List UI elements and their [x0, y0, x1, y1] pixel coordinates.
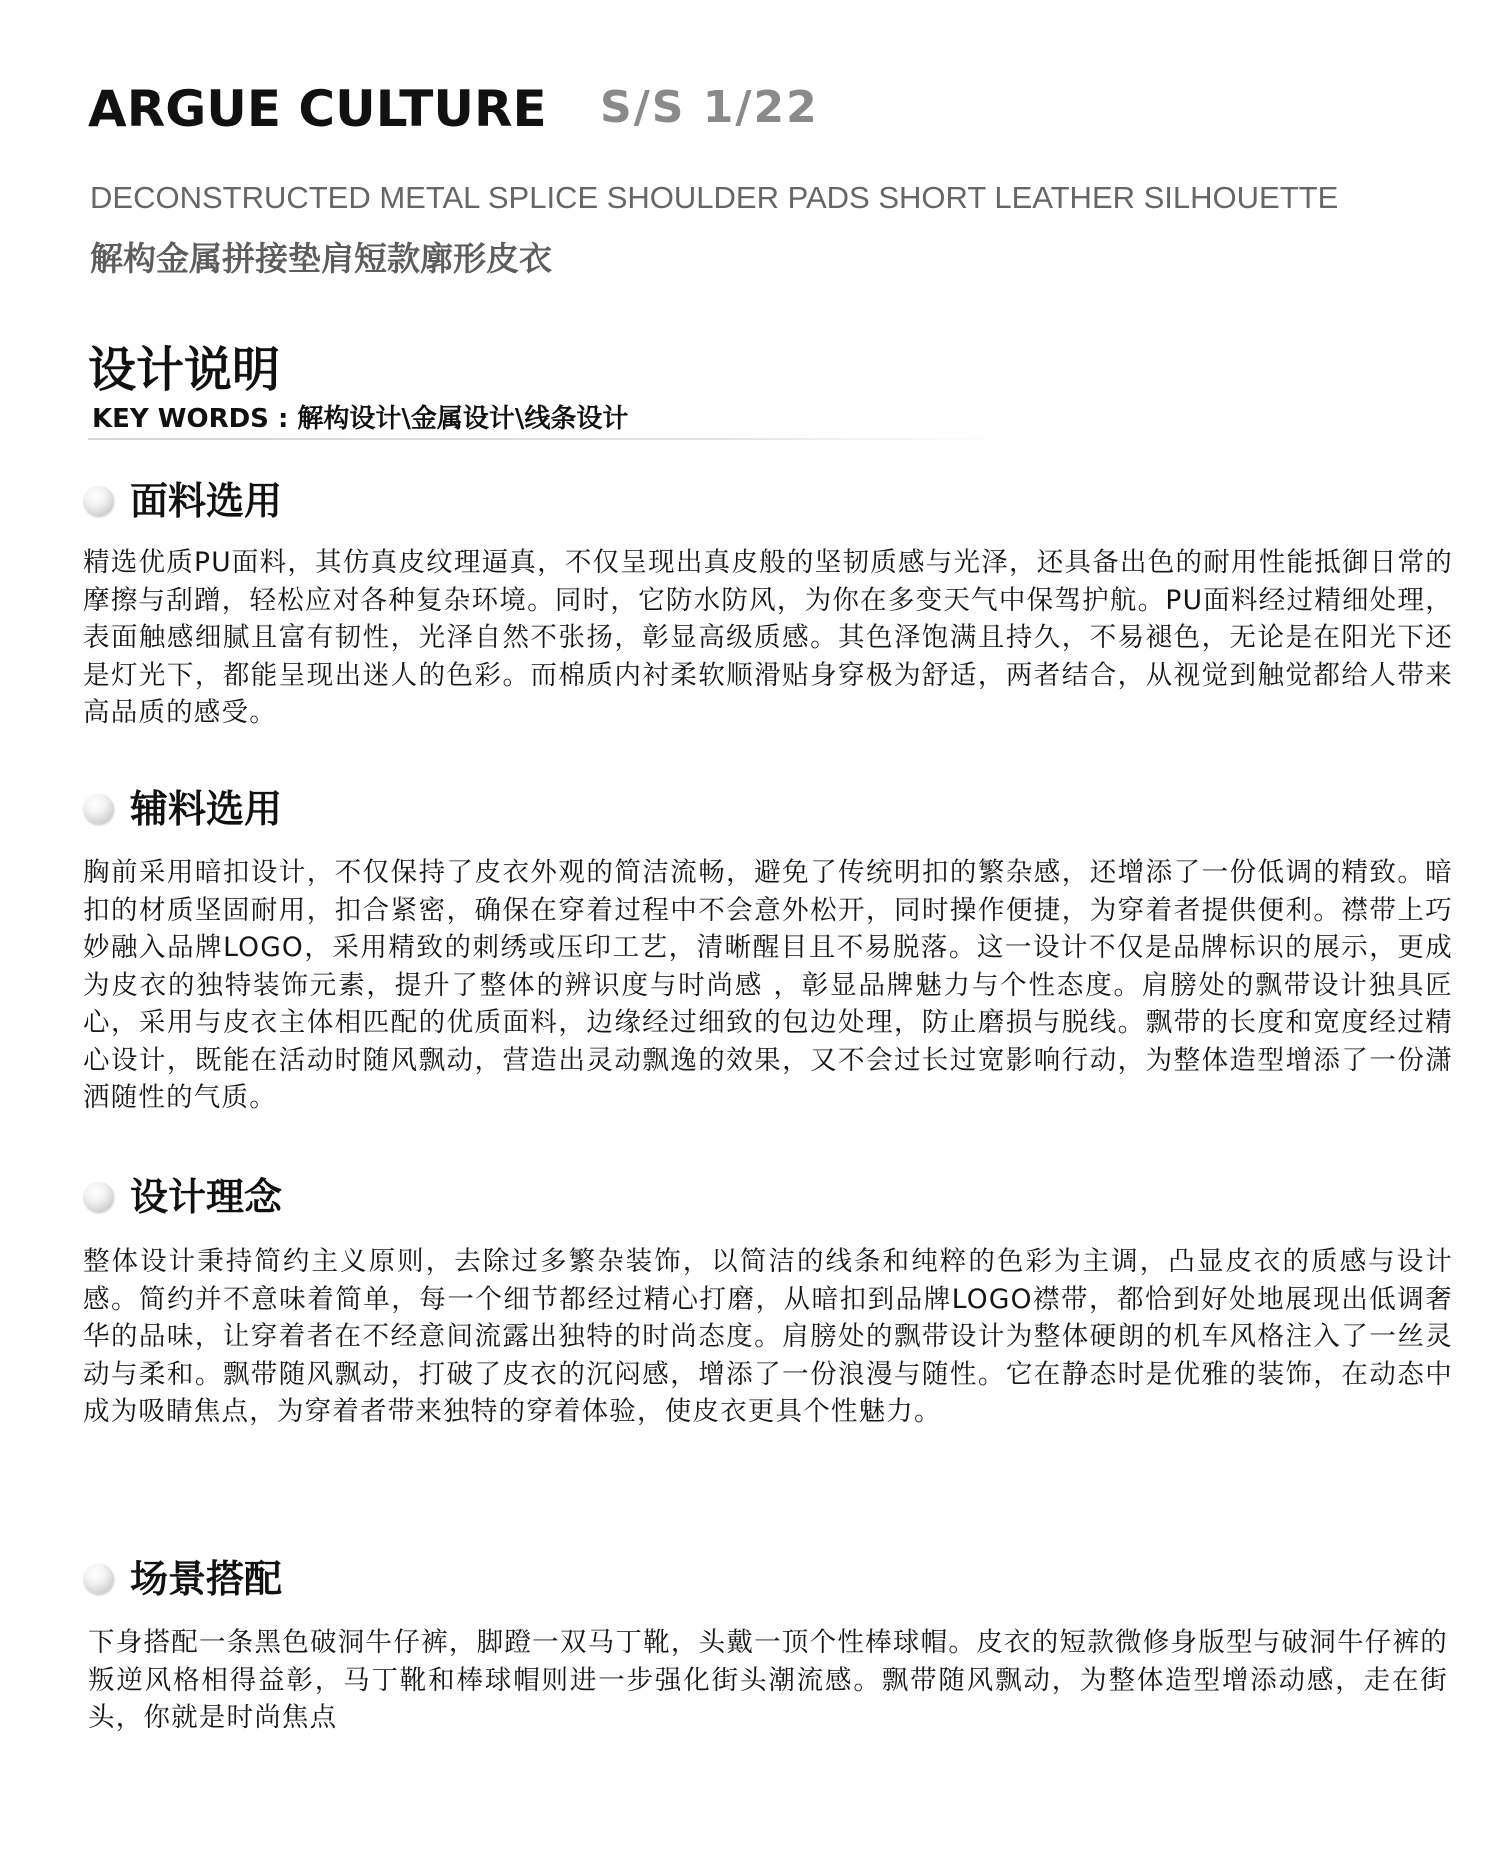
section-heading-concept	[84, 1172, 282, 1222]
section-title: 设计理念	[130, 1175, 283, 1219]
section-title: 场景搭配	[130, 1557, 283, 1601]
section-body-fabric: 精选优质PU面料，其仿真皮纹理逼真，不仅呈现出真皮般的坚韧质感与光泽，还具备出色的耐用性能抵御日常的摩擦与刮蹭，轻松应对各种复杂环境。同时，它防水防风，为你在多变天气中保驾护航。PU面料经过精细处理，表面触感细腻且富有韧性，光泽自然不张扬，彰显高级质感。其色泽饱满且持久，不易褪色，无论是在阳光下还是灯光下，都能呈现出迷人的色彩。而棉质内衬柔软顺滑贴身穿极为舒适，两者结合，从视觉到触觉都给人带来高品质的感受。	[83, 547, 1453, 728]
section-body-accessories: 胸前采用暗扣设计，不仅保持了皮衣外观的简洁流畅，避免了传统明扣的繁杂感，还增添了一份低调的精致。暗扣的材质坚固耐用，扣合紧密，确保在穿着过程中不会意外松开，同时操作便捷，为穿着者提供便利。襟带上巧妙融入品牌LOGO，采用精致的刺绣或压印工艺，清晰醒目且不易脱落。这一设计不仅是品牌标识的展示，更成为皮衣的独特装饰元素，提升了整体的辨识度与时尚感 ，彰显品牌魅力与个性态度。肩膀处的飘带设计独具匠心，采用与皮衣主体相匹配的优质面料，边缘经过细致的包边处理，防止磨损与脱线。飘带的长度和宽度经过精心设计，既能在活动时随风飘动，营造出灵动飘逸的效果，又不会过长过宽影响行动，为整体造型增添了一份潇洒随性的气质。	[83, 857, 1453, 1113]
season-label: S/S 1/22	[600, 82, 819, 133]
bullet-dot-icon	[84, 486, 114, 516]
keywords-line: KEY WORDS : 解构设计\金属设计\线条设计	[92, 404, 629, 434]
section-body-styling: 下身搭配一条黑色破洞牛仔裤，脚蹬一双马丁靴，头戴一顶个性棒球帽。皮衣的短款微修身版型与破洞牛仔裤的叛逆风格相得益彰，马丁靴和棒球帽则进一步强化街头潮流感。飘带随风飘动，为整体造型增添动感，走在街头，你就是时尚焦点	[88, 1627, 1448, 1733]
brand-name: ARGUE CULTURE	[88, 80, 547, 138]
section-heading-fabric	[84, 476, 282, 526]
design-notes-heading: 设计说明	[88, 342, 281, 398]
section-body-concept: 整体设计秉持简约主义原则，去除过多繁杂装饰，以简洁的线条和纯粹的色彩为主调，凸显皮衣的质感与设计感。简约并不意味着简单，每一个细节都经过精心打磨，从暗扣到品牌LOGO襟带，都恰到好处地展现出低调奢华的品味，让穿着者在不经意间流露出独特的时尚态度。肩膀处的飘带设计为整体硬朗的机车风格注入了一丝灵动与柔和。飘带随风飘动，打破了皮衣的沉闷感，增添了一份浪漫与随性。它在静态时是优雅的装饰，在动态中成为吸睛焦点，为穿着者带来独特的穿着体验，使皮衣更具个性魅力。	[83, 1246, 1453, 1427]
bullet-dot-icon	[84, 794, 114, 824]
bullet-dot-icon	[84, 1564, 114, 1594]
section-heading-accessories	[84, 784, 282, 834]
product-title-zh: 解构金属拼接垫肩短款廓形皮衣	[90, 239, 552, 278]
keywords-divider	[88, 438, 998, 440]
bullet-dot-icon	[84, 1182, 114, 1212]
product-title-en: DECONSTRUCTED METAL SPLICE SHOULDER PADS SHORT LEATHER SILHOUETTE	[90, 180, 1339, 215]
section-title: 辅料选用	[130, 787, 283, 831]
section-heading-styling	[84, 1554, 282, 1604]
section-title: 面料选用	[130, 479, 283, 523]
